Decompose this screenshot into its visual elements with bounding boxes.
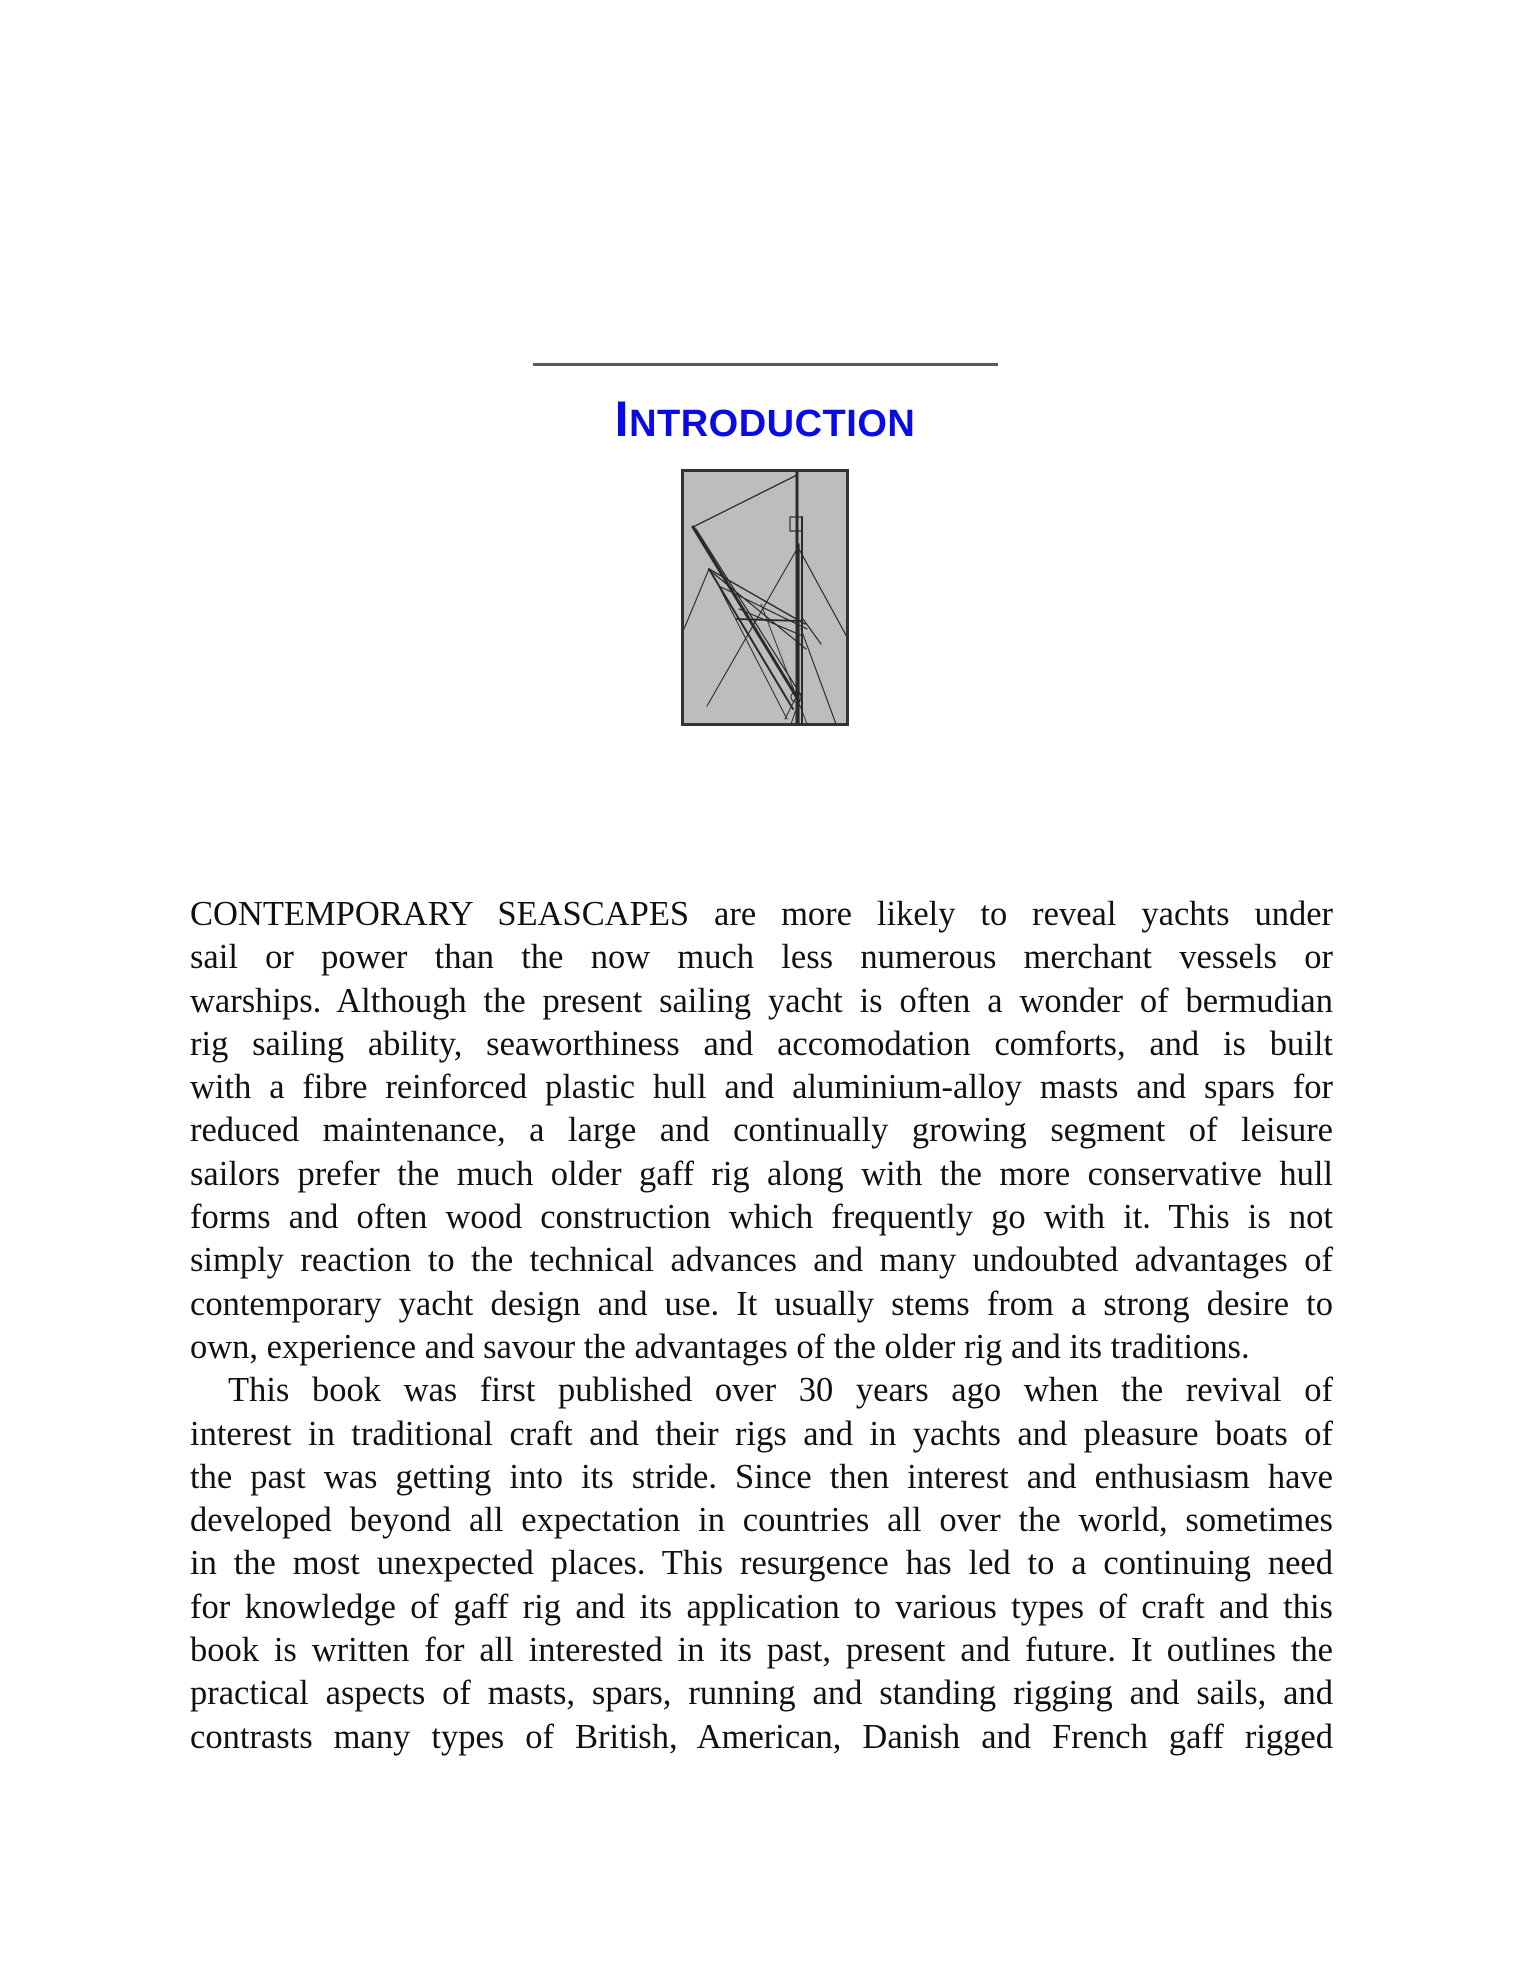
text-line: own, experience and savour the advantages of the older rig and its traditions. (190, 1327, 1250, 1366)
chapter-title (0, 391, 1530, 447)
text-line: developed beyond all expectation in countries all over the world, sometimes (190, 1501, 1333, 1540)
text-line: forms and often wood construction which frequently go with it. This is not (190, 1198, 1333, 1237)
text-line: in the most unexpected places. This resurgence has led to a continuing need (190, 1544, 1333, 1583)
chapter-rule (533, 363, 998, 366)
text-line: contrasts many types of British, American, Danish and French gaff rigged (190, 1717, 1333, 1756)
text-line: contemporary yacht design and use. It usually stems from a strong desire to (190, 1284, 1333, 1323)
mast-rigging-icon (681, 469, 849, 726)
text-line: warships. Although the present sailing yacht is often a wonder of bermudian (190, 981, 1333, 1020)
body-text (190, 893, 1333, 1759)
text-line: rig sailing ability, seaworthiness and accomodation comforts, and is built (190, 1024, 1333, 1063)
chapter-title-rest: NTRODUCTION (629, 403, 916, 445)
text-line: interest in traditional craft and their rigs and in yachts and pleasure boats of (190, 1414, 1333, 1453)
text-line: reduced maintenance, a large and continually growing segment of leisure (190, 1111, 1333, 1150)
text-line: practical aspects of masts, spars, running and standing rigging and sails, and (190, 1674, 1333, 1713)
text-line: simply reaction to the technical advances and many undoubted advantages of (190, 1241, 1333, 1280)
paragraph-2 (190, 1369, 1333, 1759)
text-line: CONTEMPORARY SEASCAPES are more likely to reveal yachts under (190, 895, 1333, 933)
text-line: sailors prefer the much older gaff rig along with the more conservative hull (190, 1154, 1333, 1193)
text-line: for knowledge of gaff rig and its application to various types of craft and this (190, 1587, 1333, 1626)
text-line: the past was getting into its stride. Since then interest and enthusiasm have (190, 1457, 1333, 1496)
chapter-title-initial: I (614, 391, 630, 447)
text-line: with a fibre reinforced plastic hull and aluminium-alloy masts and spars for (190, 1068, 1333, 1107)
gaff-rig-illustration (681, 469, 849, 726)
text-line: This book was first published over 30 years ago when the revival of (228, 1371, 1333, 1410)
text-line: sail or power than the now much less numerous merchant vessels or (190, 938, 1333, 977)
text-line: book is written for all interested in its past, present and future. It outlines the (190, 1631, 1333, 1670)
paragraph-1 (190, 893, 1333, 1369)
